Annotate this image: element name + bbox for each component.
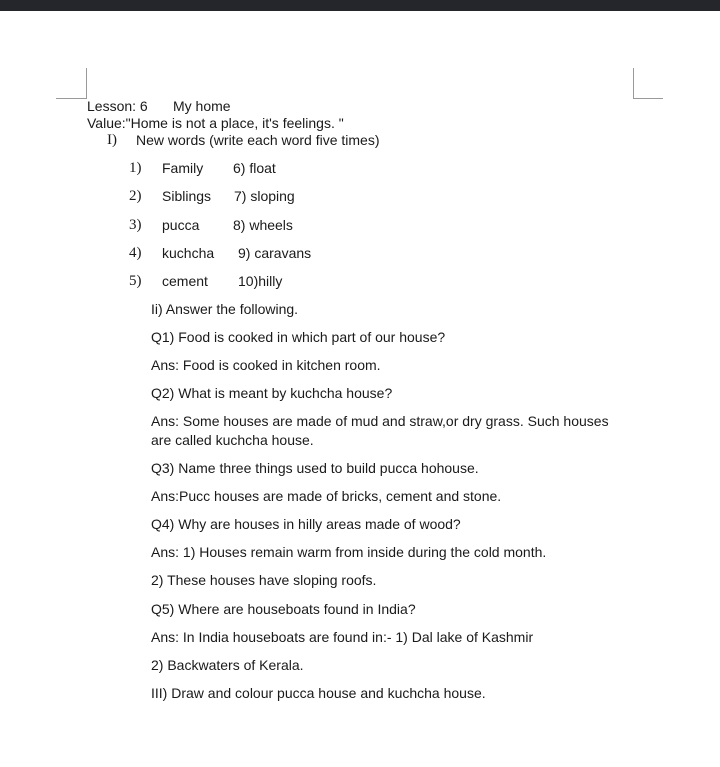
new-word-pair: 8) wheels — [233, 217, 293, 233]
section-1-numeral: I) — [107, 132, 117, 148]
question-line: Q2) What is meant by kuchcha house? — [151, 385, 393, 401]
answer-line: Ans: Food is cooked in kitchen room. — [151, 357, 381, 373]
word-number: 5) — [129, 273, 142, 289]
window-top-bar — [0, 0, 720, 11]
new-word-pair: 6) float — [233, 160, 276, 176]
answer-line: Ans: Some houses are made of mud and straw,or dry grass. Such houses are called kuchcha house. — [151, 413, 609, 448]
new-word: Family — [162, 160, 204, 176]
new-word: pucca — [162, 217, 200, 233]
new-word: cement — [162, 273, 208, 289]
answer-line: Ans: In India houseboats are found in:- 1) Dal lake of Kashmir — [151, 629, 534, 645]
question-line: Q4) Why are houses in hilly areas made of wood? — [151, 516, 461, 532]
margin-corner-left — [56, 68, 87, 99]
word-number: 4) — [129, 245, 142, 261]
margin-corner-right — [633, 68, 663, 99]
new-word-pair: 9) caravans — [238, 245, 312, 261]
new-word-pair: 7) sloping — [234, 188, 295, 204]
answer-line: Ans:Pucc houses are made of bricks, cement and stone. — [151, 488, 502, 504]
question-line: Q3) Name three things used to build pucca hohouse. — [151, 460, 479, 476]
new-word-pair: 10)hilly — [238, 273, 283, 289]
question-line: Q1) Food is cooked in which part of our house? — [151, 329, 446, 345]
word-number: 3) — [129, 217, 142, 233]
new-word: kuchcha — [162, 245, 215, 261]
section-3-heading: III) Draw and colour pucca house and kuchcha house. — [151, 685, 486, 701]
word-number: 2) — [129, 188, 142, 204]
lesson-value: Value:"Home is not a place, it's feelings. " — [87, 115, 344, 131]
question-line: Q5) Where are houseboats found in India? — [151, 601, 416, 617]
section-1-heading: New words (write each word five times) — [136, 132, 380, 148]
new-word: Siblings — [162, 188, 212, 204]
document-page — [0, 11, 720, 767]
lesson-label: Lesson: 6 — [87, 98, 148, 114]
answer-line: 2) These houses have sloping roofs. — [151, 572, 377, 588]
section-2-heading: Ii) Answer the following. — [151, 301, 299, 317]
answer-line: 2) Backwaters of Kerala. — [151, 657, 304, 673]
lesson-title: My home — [173, 98, 231, 114]
answer-line: Ans: 1) Houses remain warm from inside during the cold month. — [151, 544, 547, 560]
word-number: 1) — [129, 160, 142, 176]
